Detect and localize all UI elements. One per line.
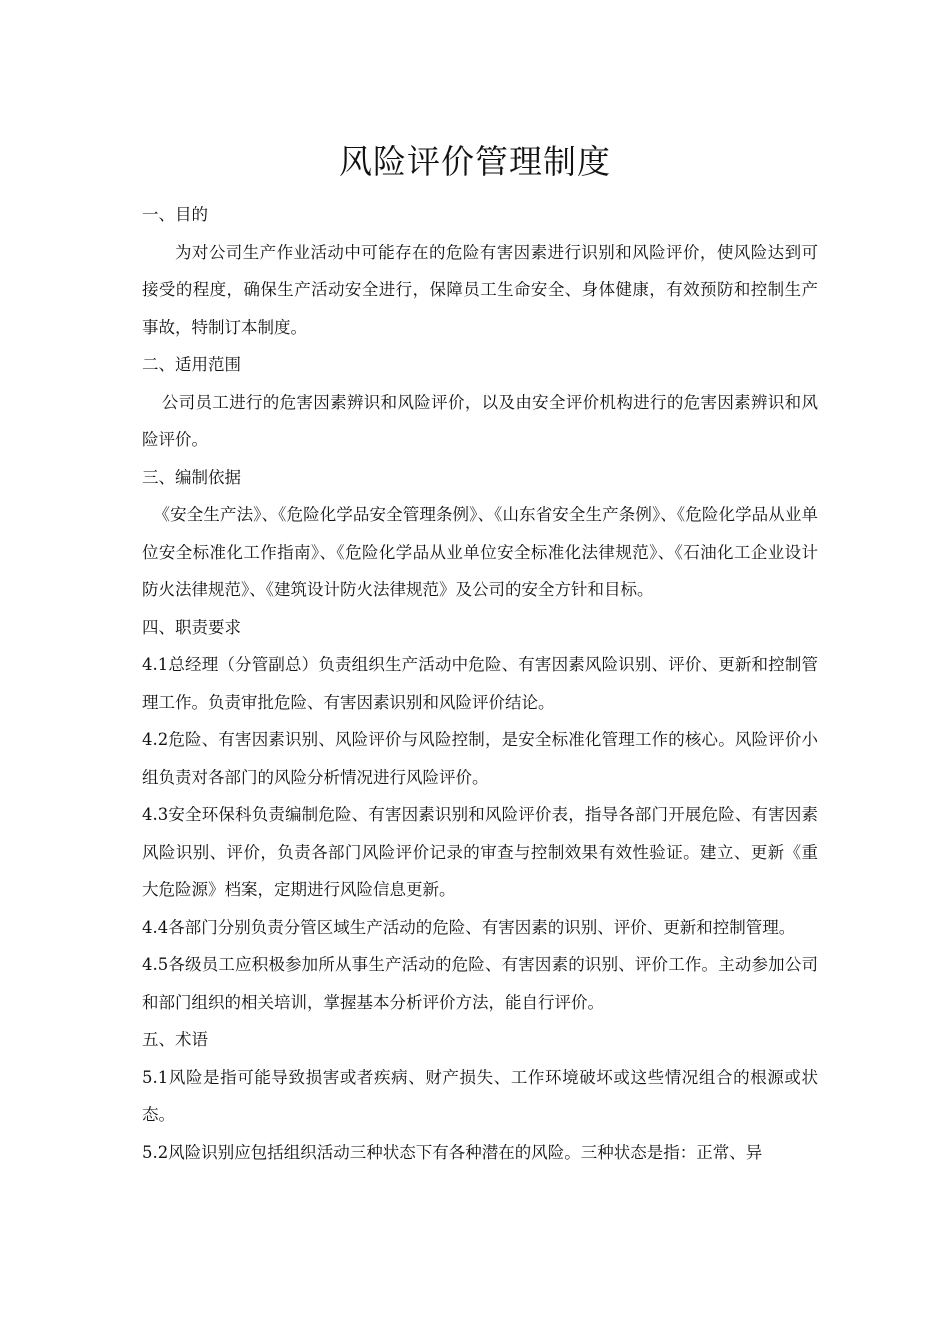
- paragraph-4-3: 4.3安全环保科负责编制危险、有害因素识别和风险评价表，指导各部门开展危险、有害因素风险识别、评价，负责各部门风险评价记录的审查与控制效果有效性验证。建立、更新《重大危险源》档案，定期进行风险信息更新。: [142, 805, 818, 899]
- paragraph-4-5: 4.5各级员工应积极参加所从事生产活动的危险、有害因素的识别、评价工作。主动参加公司和部门组织的相关培训，掌握基本分析评价方法，能自行评价。: [142, 955, 818, 1012]
- document-title: 风险评价管理制度: [339, 142, 611, 181]
- paragraph-4-4: 4.4各部门分别负责分管区域生产活动的危险、有害因素的识别、评价、更新和控制管理。: [142, 917, 796, 937]
- section-heading-terms: 五、术语: [142, 1030, 208, 1049]
- paragraph-purpose: 为对公司生产作业活动中可能存在的危险有害因素进行识别和风险评价，使风险达到可接受的程度，确保生产活动安全进行，保障员工生命安全、身体健康，有效预防和控制生产事故，特制订本制度。: [142, 242, 818, 337]
- section-heading-purpose: 一、目的: [142, 205, 208, 224]
- document-body: [142, 196, 818, 1171]
- section-heading-responsibilities: 四、职责要求: [142, 617, 241, 637]
- paragraph-5-1: 5.1风险是指可能导致损害或者疾病、财产损失、工作环境破坏或这些情况组合的根源或状态。: [142, 1067, 818, 1124]
- section-heading-basis: 三、编制依据: [142, 467, 241, 487]
- paragraph-scope: 公司员工进行的危害因素辨识和风险评价，以及由安全评价机构进行的危害因素辨识和风险评价。: [142, 392, 818, 449]
- paragraph-basis: 《安全生产法》、《危险化学品安全管理条例》、《山东省安全生产条例》、《危险化学品从业单位安全标准化工作指南》、《危险化学品从业单位安全标准化法律规范》、《石油化工企业设计防火法律规范》、《建筑设计防火法律规范》及公司的安全方针和目标。: [142, 505, 818, 599]
- section-heading-scope: 二、适用范围: [142, 355, 241, 374]
- paragraph-5-2: 5.2风险识别应包括组织活动三种状态下有各种潜在的风险。三种状态是指：正常、异: [142, 1142, 763, 1162]
- paragraph-4-1: 4.1总经理（分管副总）负责组织生产活动中危险、有害因素风险识别、评价、更新和控制管理工作。负责审批危险、有害因素识别和风险评价结论。: [142, 655, 818, 712]
- paragraph-4-2: 4.2危险、有害因素识别、风险评价与风险控制，是安全标准化管理工作的核心。风险评价小组负责对各部门的风险分析情况进行风险评价。: [142, 730, 818, 787]
